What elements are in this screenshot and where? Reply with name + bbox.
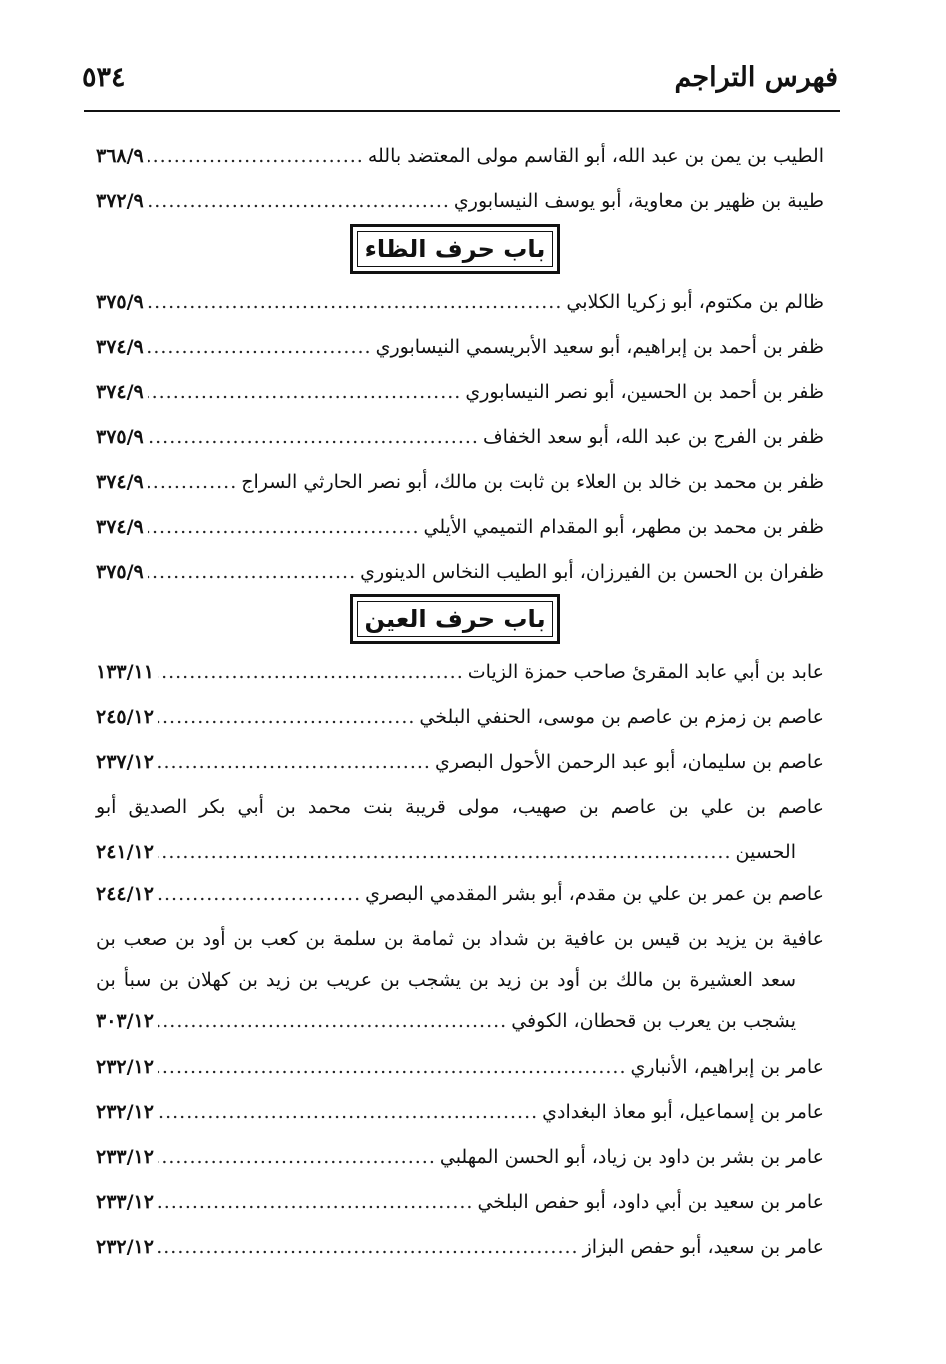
entry-name: ظفران بن الحسن بن الفيرزان، أبو الطيب النخاس الدينوري [360, 561, 824, 583]
entry-name: عامر بن سعيد بن أبي داود، أبو حفص البلخي [477, 1191, 824, 1213]
index-entry [96, 554, 824, 590]
entry-name-line-1: عافية بن يزيد بن قيس بن عافية بن شداد بن ثمامة بن سلمة بن كعب بن أود بن صعب بن [96, 928, 824, 950]
entry-reference: ٣٧٢/٩ [96, 190, 144, 212]
entry-reference: ٣٠٣/١٢ [96, 1010, 154, 1032]
entry-name: ظفر بن أحمد بن الحسين، أبو نصر النيسابوري [465, 381, 824, 403]
index-entry-line [96, 789, 824, 825]
index-entry [96, 138, 824, 174]
entry-reference: ٣٧٤/٩ [96, 471, 144, 493]
index-entry [96, 744, 824, 780]
index-entry-line [96, 921, 824, 957]
index-entry [96, 1049, 824, 1085]
entry-name: عابد بن أبي عابد المقرئ صاحب حمزة الزيات [467, 661, 824, 683]
entry-reference: ١٣٣/١١ [96, 661, 154, 683]
entry-name: عامر بن بشر بن داود بن زياد، أبو الحسن المهلبي [439, 1146, 824, 1168]
entry-name-line-3: يشجب بن يعرب بن قحطان، الكوفي [511, 1010, 796, 1032]
entry-name-line-2: سعد العشيرة بن مالك بن أود بن زيد بن يشجب بن عريب بن زيد بن كهلان بن سبأ بن [96, 969, 796, 991]
index-entry [96, 1139, 824, 1175]
entry-name-line-2: الحسين [735, 841, 796, 863]
index-entry [96, 464, 824, 500]
entry-reference: ٢٣٧/١٢ [96, 751, 154, 773]
index-entry [96, 876, 824, 912]
index-entry [96, 183, 824, 219]
index-entry [96, 1094, 824, 1130]
entry-reference: ٣٧٤/٩ [96, 381, 144, 403]
entry-name: ظالم بن مكتوم، أبو زكريا الكلابي [566, 291, 824, 313]
entry-name: الطيب بن يمن بن عبد الله، أبو القاسم مولى المعتضد بالله [367, 145, 824, 167]
leader-dots [158, 1003, 507, 1039]
index-entry [96, 329, 824, 365]
leader-dots [158, 654, 464, 690]
leader-dots [148, 374, 462, 410]
section-heading-ain: باب حرف العين [350, 594, 560, 644]
entry-reference: ٢٤٥/١٢ [96, 706, 154, 728]
entry-reference: ٣٦٨/٩ [96, 145, 144, 167]
entry-reference: ٢٤٤/١٢ [96, 883, 154, 905]
header-rule [84, 110, 840, 112]
entry-reference: ٣٧٥/٩ [96, 426, 144, 448]
leader-dots [158, 1184, 474, 1220]
entry-name: عاصم بن سليمان، أبو عبد الرحمن الأحول البصري [434, 751, 824, 773]
index-entry [96, 419, 824, 455]
leader-dots [158, 744, 431, 780]
entry-name: ظفر بن أحمد بن إبراهيم، أبو سعيد الأبريسمي النيسابوري [375, 336, 824, 358]
leader-dots [148, 183, 450, 219]
index-entry-continuation [96, 1003, 796, 1039]
page-number: ٥٣٤ [82, 62, 126, 93]
index-entry [96, 699, 824, 735]
index-entry-line [96, 962, 796, 998]
leader-dots [158, 1229, 579, 1265]
entry-reference: ٢٤١/١٢ [96, 841, 154, 863]
leader-dots [158, 1049, 627, 1085]
entry-reference: ٢٣٢/١٢ [96, 1236, 154, 1258]
leader-dots [148, 509, 420, 545]
entry-name: عاصم بن عمر بن علي بن مقدم، أبو بشر المقدمي البصري [365, 883, 824, 905]
entry-reference: ٢٣٢/١٢ [96, 1056, 154, 1078]
leader-dots [158, 834, 732, 870]
entry-name: عامر بن إبراهيم، الأنباري [630, 1056, 824, 1078]
entry-name: عاصم بن زمزم بن عاصم بن موسى، الحنفي البلخي [419, 706, 824, 728]
leader-dots [158, 1139, 436, 1175]
entry-name: ظفر بن الفرج بن عبد الله، أبو سعد الخفاف [482, 426, 824, 448]
entry-reference: ٣٧٤/٩ [96, 516, 144, 538]
entry-name-line-1: عاصم بن علي بن عاصم بن صهيب، مولى قريبة بنت محمد بن أبي بكر الصديق أبو [96, 796, 824, 818]
entry-name: ظفر بن محمد بن خالد بن العلاء بن ثابت بن مالك، أبو نصر الحارثي السراج [241, 471, 824, 493]
index-entry [96, 654, 824, 690]
index-entry [96, 509, 824, 545]
section-heading-zaa: باب حرف الظاء [350, 224, 560, 274]
leader-dots [148, 464, 237, 500]
page-header [82, 58, 838, 102]
entry-reference: ٣٧٥/٩ [96, 291, 144, 313]
entry-reference: ٣٧٥/٩ [96, 561, 144, 583]
leader-dots [148, 554, 356, 590]
entry-name: عامر بن سعيد، أبو حفص البزاز [582, 1236, 824, 1258]
leader-dots [148, 138, 364, 174]
entry-reference: ٣٧٤/٩ [96, 336, 144, 358]
entry-reference: ٢٣٣/١٢ [96, 1146, 154, 1168]
index-entry [96, 1229, 824, 1265]
index-entry [96, 1184, 824, 1220]
entry-name: عامر بن إسماعيل، أبو معاذ البغدادي [542, 1101, 824, 1123]
entry-name: طيبة بن ظهير بن معاوية، أبو يوسف النيسابوري [453, 190, 824, 212]
entry-name: ظفر بن محمد بن مطهر، أبو المقدام التميمي الأيلي [423, 516, 824, 538]
leader-dots [158, 876, 361, 912]
index-entry [96, 374, 824, 410]
leader-dots [148, 419, 479, 455]
leader-dots [158, 699, 415, 735]
entry-reference: ٢٣٣/١٢ [96, 1191, 154, 1213]
leader-dots [158, 1094, 538, 1130]
leader-dots [148, 284, 563, 320]
page-title: فهرس التراجم [674, 62, 838, 93]
index-entry-continuation [96, 834, 796, 870]
leader-dots [148, 329, 372, 365]
entry-reference: ٢٣٢/١٢ [96, 1101, 154, 1123]
index-entry [96, 284, 824, 320]
